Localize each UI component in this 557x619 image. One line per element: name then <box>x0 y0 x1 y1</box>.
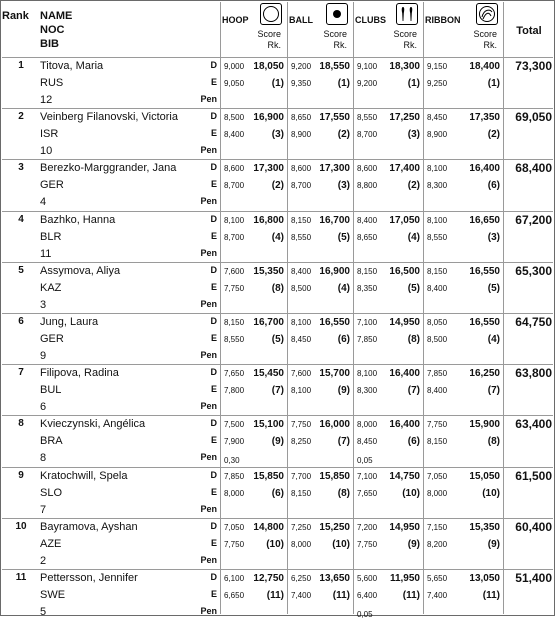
apparatus-score: 16,400 <box>469 163 500 175</box>
rank-cell: 8 <box>18 418 24 430</box>
d-label: D <box>210 469 217 480</box>
e-label: E <box>210 128 217 139</box>
apparatus-score: 15,250 <box>319 521 350 533</box>
apparatus-rank: (1) <box>271 78 284 89</box>
pen-score: 0,30 <box>224 456 240 466</box>
apparatus-score: 18,050 <box>253 61 284 72</box>
e-score: 7,650 <box>357 488 378 498</box>
pen-label: Pen <box>200 247 217 258</box>
apparatus-score: 13,650 <box>319 573 350 584</box>
d-label: D <box>210 213 217 224</box>
d-label: D <box>210 572 217 582</box>
apparatus-score: 15,900 <box>469 419 500 431</box>
e-score: 6,650 <box>224 591 245 600</box>
total-header: Total <box>516 25 542 37</box>
d-score: 9,000 <box>224 62 245 71</box>
ribbon-icon <box>476 3 498 25</box>
apparatus-rank: (3) <box>487 231 500 243</box>
noc-code: BRA <box>40 435 63 448</box>
apparatus-rank: (4) <box>271 231 284 243</box>
apparatus-score: 15,100 <box>253 419 284 431</box>
e-score: 8,300 <box>427 181 448 191</box>
e-label: E <box>210 537 217 548</box>
total-score: 68,400 <box>515 161 552 176</box>
bib-number: 2 <box>40 554 47 567</box>
apparatus-score: 17,350 <box>469 112 500 124</box>
bib-number: 4 <box>40 196 47 209</box>
d-score: 8,150 <box>427 266 448 276</box>
d-score: 7,050 <box>224 522 245 532</box>
apparatus-rank: (6) <box>407 436 420 448</box>
row-divider <box>2 518 553 519</box>
apparatus-score: 14,950 <box>389 521 420 533</box>
d-label: D <box>210 418 217 429</box>
d-score: 9,200 <box>291 62 312 71</box>
pen-label: Pen <box>200 94 217 104</box>
apparatus-rank: (4) <box>407 231 420 243</box>
e-score: 7,400 <box>291 591 312 600</box>
e-score: 7,750 <box>357 539 378 549</box>
apparatus-rank: (2) <box>487 129 500 141</box>
rank-header: Rank <box>2 10 29 22</box>
row-divider <box>2 108 553 109</box>
apparatus-score: 16,800 <box>253 214 284 226</box>
noc-code: AZE <box>40 537 62 550</box>
row-divider <box>2 159 553 160</box>
apparatus-rank: (2) <box>271 180 284 192</box>
total-score: 64,750 <box>515 315 552 329</box>
apparatus-score: 16,700 <box>319 214 350 226</box>
apparatus-rank: (2) <box>337 129 350 141</box>
apparatus-score: 16,400 <box>389 368 420 380</box>
apparatus-rank: (6) <box>271 487 284 499</box>
noc-code: RUS <box>40 77 64 89</box>
pen-label: Pen <box>200 145 217 156</box>
pen-label: Pen <box>200 503 217 514</box>
d-score: 7,750 <box>291 420 312 430</box>
row-divider <box>2 313 553 314</box>
pen-label: Pen <box>200 606 217 616</box>
pen-label: Pen <box>200 554 217 565</box>
ball-header: BALL <box>289 15 313 25</box>
apparatus-score: 18,300 <box>389 61 420 72</box>
e-score: 9,050 <box>224 79 245 88</box>
apparatus-rank: (11) <box>332 590 350 601</box>
apparatus-rank: (10) <box>332 538 350 550</box>
d-label: D <box>210 520 217 531</box>
noc-code: SWE <box>40 589 66 601</box>
pen-score: 0,05 <box>357 610 373 619</box>
noc-code: SLO <box>40 486 63 499</box>
apparatus-rank: (4) <box>337 282 350 294</box>
rank-cell: 2 <box>18 111 24 123</box>
e-label: E <box>210 281 217 292</box>
apparatus-score: 16,000 <box>319 419 350 431</box>
bib-header: BIB <box>40 38 59 50</box>
athlete-name: Filipova, Radina <box>40 367 119 380</box>
total-score: 69,050 <box>515 110 552 125</box>
e-label: E <box>210 486 217 497</box>
apparatus-score: 15,350 <box>469 521 500 533</box>
noc-code: BLR <box>40 230 62 243</box>
e-score: 8,700 <box>291 181 312 191</box>
apparatus-score: 15,450 <box>253 368 284 380</box>
e-label: E <box>210 333 217 343</box>
e-label: E <box>210 384 217 395</box>
e-label: E <box>210 589 217 599</box>
athlete-name: Kvieczynski, Angélica <box>40 418 146 431</box>
athlete-name: Bayramova, Ayshan <box>40 520 138 533</box>
d-score: 9,100 <box>357 62 378 71</box>
e-score: 8,450 <box>291 335 312 344</box>
bib-number: 8 <box>40 452 47 465</box>
apparatus-rank: (1) <box>407 78 420 89</box>
apparatus-rank: (10) <box>266 538 284 550</box>
ball-score-header: Score <box>323 29 347 39</box>
pen-label: Pen <box>200 452 217 463</box>
row-divider <box>2 569 553 570</box>
e-score: 8,700 <box>357 130 378 140</box>
e-score: 8,500 <box>427 335 448 344</box>
clubs-header: CLUBS <box>355 15 386 25</box>
apparatus-score: 17,300 <box>319 163 350 175</box>
d-score: 7,250 <box>291 522 312 532</box>
d-score: 6,100 <box>224 574 245 583</box>
apparatus-rank: (5) <box>337 231 350 243</box>
apparatus-score: 16,900 <box>319 265 350 277</box>
d-score: 8,550 <box>357 113 378 123</box>
d-score: 8,450 <box>427 113 448 123</box>
apparatus-rank: (5) <box>487 282 500 294</box>
rank-cell: 10 <box>15 520 27 532</box>
bib-number: 12 <box>40 94 53 106</box>
rank-cell: 5 <box>18 264 24 276</box>
d-score: 7,200 <box>357 522 378 532</box>
athlete-name: Assymova, Aliya <box>40 264 121 277</box>
pen-score: 0,05 <box>357 456 373 466</box>
apparatus-score: 17,400 <box>389 163 420 175</box>
d-label: D <box>210 367 217 378</box>
d-score: 8,400 <box>291 266 312 276</box>
apparatus-rank: (8) <box>487 436 500 448</box>
d-label: D <box>210 111 217 122</box>
e-score: 8,300 <box>357 386 378 396</box>
apparatus-score: 17,050 <box>389 214 420 226</box>
apparatus-score: 13,050 <box>469 573 500 584</box>
apparatus-rank: (3) <box>271 129 284 141</box>
total-score: 51,400 <box>515 571 552 585</box>
apparatus-rank: (6) <box>487 180 500 192</box>
d-score: 8,650 <box>291 113 312 123</box>
apparatus-rank: (5) <box>271 334 284 345</box>
apparatus-score: 16,550 <box>469 317 500 328</box>
d-score: 7,600 <box>291 369 312 379</box>
e-score: 8,400 <box>427 386 448 396</box>
e-score: 8,800 <box>357 181 378 191</box>
apparatus-rank: (7) <box>407 385 420 397</box>
ribbon-header: RIBBON <box>425 15 461 25</box>
rank-cell: 9 <box>18 469 24 481</box>
hoop-icon <box>260 3 282 25</box>
row-divider <box>2 364 553 365</box>
d-score: 8,600 <box>291 164 312 174</box>
apparatus-score: 15,850 <box>319 470 350 482</box>
apparatus-score: 17,300 <box>253 163 284 175</box>
apparatus-rank: (10) <box>482 487 500 499</box>
pen-label: Pen <box>200 298 217 309</box>
e-score: 8,700 <box>224 232 245 242</box>
apparatus-rank: (9) <box>487 538 500 550</box>
e-label: E <box>210 435 217 446</box>
rank-cell: 1 <box>18 60 24 71</box>
rank-cell: 7 <box>18 367 24 379</box>
apparatus-score: 15,850 <box>253 470 284 482</box>
apparatus-score: 16,400 <box>389 419 420 431</box>
apparatus-rank: (10) <box>402 487 420 499</box>
e-score: 8,350 <box>357 283 378 293</box>
apparatus-score: 12,750 <box>253 573 284 584</box>
d-score: 7,750 <box>427 420 448 430</box>
d-label: D <box>210 316 217 326</box>
row-divider <box>2 211 553 212</box>
apparatus-score: 14,800 <box>253 521 284 533</box>
apparatus-rank: (4) <box>487 334 500 345</box>
apparatus-score: 16,550 <box>319 317 350 328</box>
e-score: 8,500 <box>291 283 312 293</box>
d-score: 8,400 <box>357 215 378 225</box>
d-score: 8,150 <box>224 318 245 327</box>
athlete-name: Berezko-Marggrander, Jana <box>40 162 177 175</box>
d-score: 8,050 <box>427 318 448 327</box>
pen-label: Pen <box>200 350 217 360</box>
e-score: 8,200 <box>427 539 448 549</box>
e-score: 9,200 <box>357 79 378 88</box>
e-score: 8,400 <box>427 283 448 293</box>
apparatus-rank: (7) <box>337 436 350 448</box>
apparatus-rank: (1) <box>487 78 500 89</box>
hoop-score-header: Score <box>257 29 281 39</box>
d-score: 5,650 <box>427 574 448 583</box>
apparatus-rank: (2) <box>407 180 420 192</box>
noc-code: GER <box>40 333 64 345</box>
ball-icon <box>326 3 348 25</box>
e-score: 9,350 <box>291 79 312 88</box>
hoop-header: HOOP <box>222 15 249 25</box>
ribbon-score-header: Score <box>473 29 497 39</box>
hoop-rk-header: Rk. <box>267 40 281 50</box>
bib-number: 7 <box>40 503 47 516</box>
noc-header: NOC <box>40 24 65 36</box>
rank-cell: 6 <box>18 316 24 327</box>
athlete-name: Jung, Laura <box>40 316 99 328</box>
e-score: 8,400 <box>224 130 245 140</box>
e-label: E <box>210 179 217 190</box>
header-divider <box>2 57 553 58</box>
apparatus-rank: (9) <box>337 385 350 397</box>
bib-number: 11 <box>40 247 52 260</box>
row-divider <box>2 262 553 263</box>
e-score: 8,150 <box>291 488 312 498</box>
e-label: E <box>210 77 217 87</box>
total-score: 63,800 <box>515 366 552 381</box>
d-score: 7,850 <box>427 369 448 379</box>
e-score: 8,550 <box>291 232 312 242</box>
total-score: 63,400 <box>515 417 552 432</box>
e-score: 7,800 <box>224 386 245 396</box>
total-score: 67,200 <box>515 212 552 227</box>
apparatus-score: 16,650 <box>469 214 500 226</box>
pen-label: Pen <box>200 401 217 412</box>
apparatus-score: 16,250 <box>469 368 500 380</box>
d-score: 7,100 <box>357 471 378 481</box>
d-score: 8,100 <box>291 318 312 327</box>
clubs-score-header: Score <box>393 29 417 39</box>
noc-code: ISR <box>40 128 59 141</box>
apparatus-score: 15,350 <box>253 265 284 277</box>
e-score: 8,100 <box>291 386 312 396</box>
d-score: 8,100 <box>427 164 448 174</box>
apparatus-score: 17,250 <box>389 112 420 124</box>
apparatus-rank: (8) <box>271 282 284 294</box>
e-score: 7,750 <box>224 283 245 293</box>
apparatus-rank: (11) <box>402 590 420 601</box>
d-score: 7,850 <box>224 471 245 481</box>
d-score: 6,250 <box>291 574 312 583</box>
d-label: D <box>210 162 217 173</box>
e-score: 7,850 <box>357 335 378 344</box>
bib-number: 10 <box>40 145 53 158</box>
apparatus-rank: (8) <box>407 334 420 345</box>
d-score: 8,100 <box>224 215 245 225</box>
e-score: 7,750 <box>224 539 245 549</box>
apparatus-rank: (3) <box>407 129 420 141</box>
apparatus-score: 11,950 <box>389 573 420 584</box>
name-header: NAME <box>40 10 73 22</box>
e-score: 8,900 <box>291 130 312 140</box>
apparatus-rank: (1) <box>337 78 350 89</box>
e-score: 7,400 <box>427 591 448 600</box>
e-score: 7,900 <box>224 437 245 447</box>
apparatus-score: 17,550 <box>319 112 350 124</box>
e-score: 8,900 <box>427 130 448 140</box>
apparatus-rank: (3) <box>337 180 350 192</box>
d-score: 7,600 <box>224 266 245 276</box>
e-score: 8,150 <box>427 437 448 447</box>
athlete-name: Bazhko, Hanna <box>40 213 116 226</box>
e-score: 8,000 <box>291 539 312 549</box>
total-score: 60,400 <box>515 519 552 534</box>
d-label: D <box>210 60 217 70</box>
athlete-name: Veinberg Filanovski, Victoria <box>40 111 178 124</box>
e-label: E <box>210 230 217 241</box>
d-score: 8,150 <box>357 266 378 276</box>
d-score: 8,000 <box>357 420 378 430</box>
noc-code: BUL <box>40 384 62 397</box>
ball-rk-header: Rk. <box>333 40 347 50</box>
bib-number: 9 <box>40 350 47 362</box>
e-score: 8,000 <box>224 488 245 498</box>
d-score: 7,650 <box>224 369 245 379</box>
d-score: 8,100 <box>427 215 448 225</box>
pen-label: Pen <box>200 196 217 207</box>
d-label: D <box>210 264 217 275</box>
apparatus-rank: (7) <box>271 385 284 397</box>
athlete-name: Titova, Maria <box>40 60 104 72</box>
apparatus-score: 15,700 <box>319 368 350 380</box>
e-score: 8,000 <box>427 488 448 498</box>
e-score: 8,550 <box>224 335 245 344</box>
clubs-icon <box>396 3 418 25</box>
e-score: 8,700 <box>224 181 245 191</box>
d-score: 8,500 <box>224 113 245 123</box>
athlete-name: Kratochwill, Spela <box>40 469 128 482</box>
rank-cell: 11 <box>15 572 27 583</box>
clubs-rk-header: Rk. <box>403 40 417 50</box>
rank-cell: 4 <box>18 213 24 225</box>
apparatus-score: 16,550 <box>469 265 500 277</box>
apparatus-rank: (11) <box>266 590 284 601</box>
apparatus-score: 15,050 <box>469 470 500 482</box>
d-score: 5,600 <box>357 574 378 583</box>
apparatus-rank: (9) <box>407 538 420 550</box>
d-score: 8,600 <box>357 164 378 174</box>
row-divider <box>2 415 553 416</box>
d-score: 8,100 <box>357 369 378 379</box>
total-score: 61,500 <box>515 468 552 483</box>
apparatus-score: 16,500 <box>389 265 420 277</box>
bib-number: 5 <box>40 606 47 618</box>
d-score: 7,500 <box>224 420 245 430</box>
apparatus-score: 14,950 <box>389 317 420 328</box>
e-score: 8,550 <box>427 232 448 242</box>
apparatus-rank: (9) <box>271 436 284 448</box>
apparatus-rank: (11) <box>482 590 500 601</box>
e-score: 9,250 <box>427 79 448 88</box>
d-score: 7,100 <box>357 318 378 327</box>
noc-code: KAZ <box>40 281 62 294</box>
d-score: 7,150 <box>427 522 448 532</box>
noc-code: GER <box>40 179 64 192</box>
e-score: 6,400 <box>357 591 378 600</box>
rank-cell: 3 <box>18 162 24 174</box>
row-divider <box>2 467 553 468</box>
d-score: 7,050 <box>427 471 448 481</box>
apparatus-score: 16,900 <box>253 112 284 124</box>
apparatus-rank: (7) <box>487 385 500 397</box>
apparatus-score: 18,400 <box>469 61 500 72</box>
apparatus-rank: (6) <box>337 334 350 345</box>
ribbon-rk-header: Rk. <box>483 40 497 50</box>
total-score: 73,300 <box>515 59 552 73</box>
total-score: 65,300 <box>515 263 552 278</box>
apparatus-rank: (8) <box>337 487 350 499</box>
e-score: 8,650 <box>357 232 378 242</box>
apparatus-rank: (5) <box>407 282 420 294</box>
bib-number: 6 <box>40 401 47 414</box>
apparatus-score: 14,750 <box>389 470 420 482</box>
e-score: 8,450 <box>357 437 378 447</box>
apparatus-score: 16,700 <box>253 317 284 328</box>
d-score: 9,150 <box>427 62 448 71</box>
d-score: 8,150 <box>291 215 312 225</box>
e-score: 8,250 <box>291 437 312 447</box>
athlete-name: Pettersson, Jennifer <box>40 572 138 584</box>
d-score: 7,700 <box>291 471 312 481</box>
bib-number: 3 <box>40 298 47 311</box>
d-score: 8,600 <box>224 164 245 174</box>
apparatus-score: 18,550 <box>319 61 350 72</box>
